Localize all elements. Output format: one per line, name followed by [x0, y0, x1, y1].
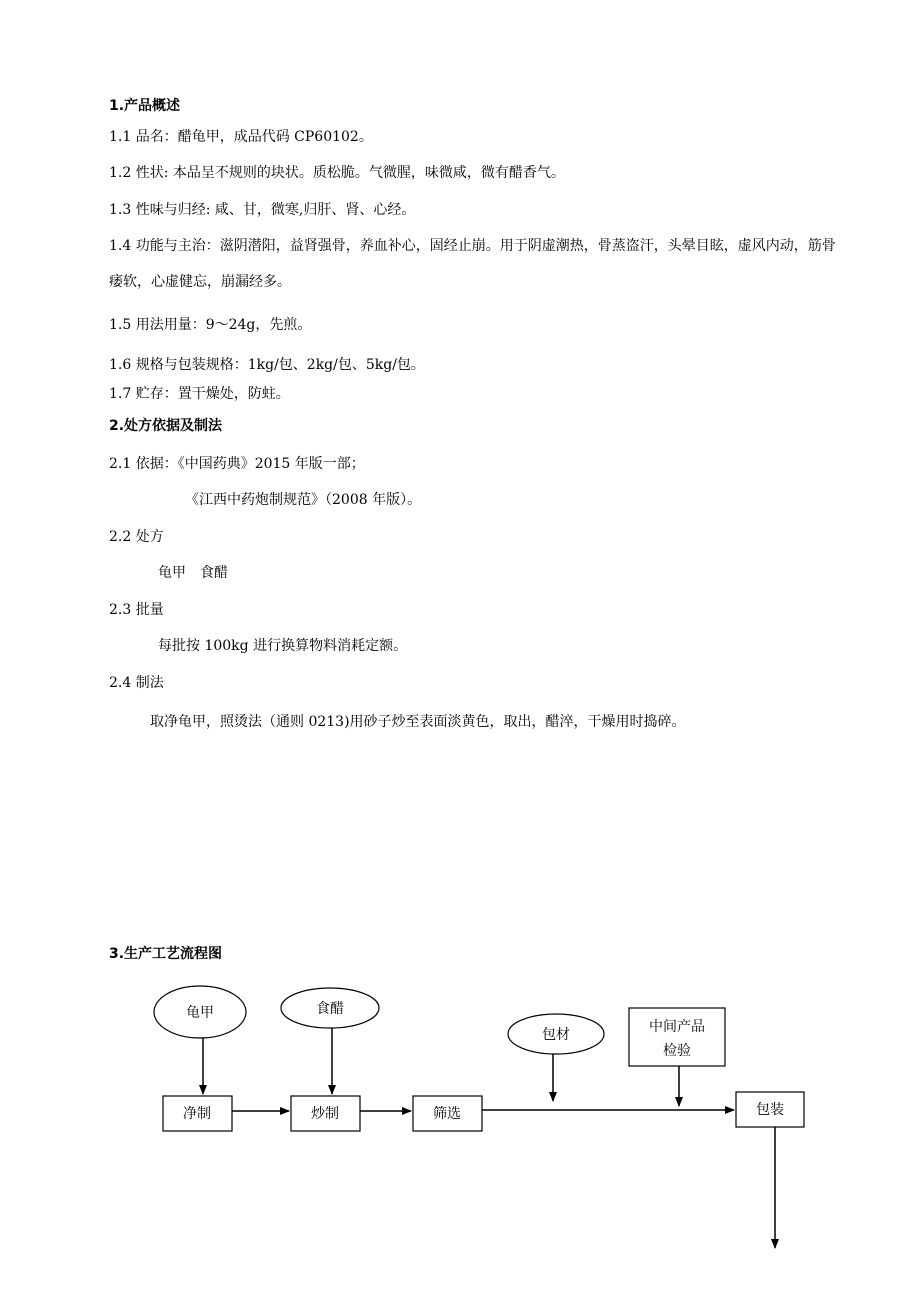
item-2-3-body: 每批按 100kg 进行换算物料消耗定额。 — [158, 638, 408, 654]
step-baozhuang-node — [736, 1092, 804, 1127]
inspection-label-line2: 检验 — [663, 1043, 691, 1059]
process-flowchart — [0, 960, 920, 1302]
input-shicu-node — [281, 988, 379, 1028]
item-1-7: 1.7 贮存：置干燥处，防蛀。 — [109, 386, 290, 402]
step-baozhuang-label: 包装 — [756, 1102, 784, 1118]
item-1-5: 1.5 用法用量：9〜24g，先煎。 — [109, 317, 312, 333]
step-chaozhi-node — [291, 1096, 360, 1131]
step-jingzhi-node — [163, 1096, 232, 1131]
item-2-3: 2.3 批量 — [109, 602, 164, 618]
step-chaozhi-label: 炒制 — [311, 1106, 339, 1122]
input-baocai-node — [508, 1014, 604, 1054]
section-2-heading: 2.处方依据及制法 — [109, 418, 223, 434]
item-2-4: 2.4 制法 — [109, 675, 164, 691]
step-jingzhi-label: 净制 — [183, 1106, 211, 1122]
item-1-3: 1.3 性味与归经: 咸、甘，微寒,归肝、肾、心经。 — [109, 202, 416, 218]
item-2-1: 2.1 依据：《中国药典》2015 年版一部； — [109, 456, 365, 472]
input-guijia-node — [154, 986, 246, 1038]
item-1-6: 1.6 规格与包装规格：1kg/包、2kg/包、5kg/包。 — [109, 357, 425, 373]
input-baocai-label: 包材 — [542, 1027, 570, 1043]
item-2-1-continuation: 《江西中药炮制规范》（2008 年版）。 — [185, 492, 422, 508]
item-1-1: 1.1 品名：醋龟甲，成品代码 CP60102。 — [109, 129, 373, 145]
section-1-heading: 1.产品概述 — [109, 98, 181, 114]
item-2-4-body: 取净龟甲，照烫法（通则 0213)用砂子炒至表面淡黄色，取出，醋淬，干燥用时捣碎。 — [150, 714, 686, 730]
item-2-2: 2.2 处方 — [109, 529, 164, 545]
inspection-node — [629, 1008, 725, 1066]
item-1-2: 1.2 性状: 本品呈不规则的块状。质松脆。气微腥，味微咸，微有醋香气。 — [109, 165, 565, 181]
input-shicu-label: 食醋 — [316, 1001, 344, 1017]
step-shaixuan-node — [413, 1096, 482, 1131]
item-1-4: 1.4 功能与主治：滋阴潜阳，益肾强骨，养血补心，固经止崩。用于阴虚潮热，骨蒸盗汗，头晕目眩，虚风内动，筋骨痿软，心虚健忘，崩漏经多。 — [109, 238, 836, 290]
step-shaixuan-label: 筛选 — [433, 1106, 461, 1122]
inspection-label-line1: 中间产品 — [649, 1019, 705, 1035]
item-2-2-body: 龟甲 食醋 — [158, 565, 228, 581]
input-guijia-label: 龟甲 — [186, 1005, 214, 1021]
section-3-heading: 3.生产工艺流程图 — [109, 946, 223, 962]
